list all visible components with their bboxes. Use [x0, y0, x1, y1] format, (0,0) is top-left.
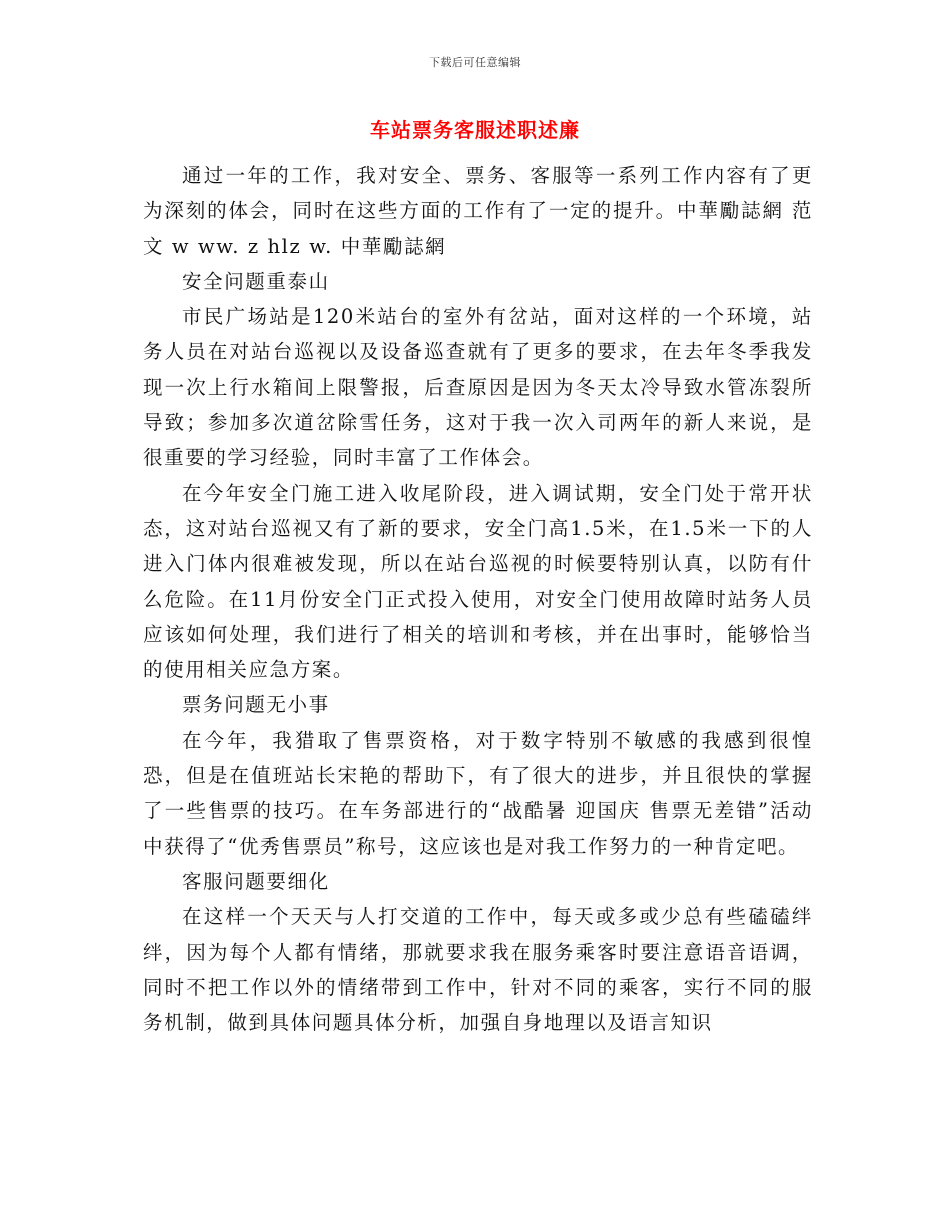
section-heading-ticketing: 票务问题无小事 [182, 693, 330, 717]
paragraph-ticketing: 在今年，我猎取了售票资格，对于数字特别不敏感的我感到很惶恐，但是在值班站长宋艳的帮助下，有了很大的进步，并且很快的掌握了一些售票的技巧。在车务部进行的“战酷暑 迎国庆 售票无差错”活动中获得了“优秀售票员”称号，这应该也是对我工作努力的一种肯定吧。 [143, 728, 813, 858]
page-header-note: 下载后可任意编辑 [429, 56, 521, 69]
document-title: 车站票务客服述职述廉 [370, 118, 580, 142]
section-heading-service: 客服问题要细化 [182, 869, 330, 893]
paragraph-safety-1: 市民广场站是120米站台的室外有岔站，面对这样的一个环境，站务人员在对站台巡视以及设备巡查就有了更多的要求，在去年冬季我发现一次上行水箱间上限警报，后查原因是因为冬天太冷导致水管冻裂所导致；参加多次道岔除雪任务，这对于我一次入司两年的新人来说，是很重要的学习经验，同时丰富了工作体会。 [143, 305, 813, 470]
document-body [143, 158, 813, 1040]
section-heading-safety: 安全问题重泰山 [182, 269, 330, 293]
paragraph-safety-2: 在今年安全门施工进入收尾阶段，进入调试期，安全门处于常开状态，这对站台巡视又有了新的要求，安全门高1.5米，在1.5米一下的人进入门体内很难被发现，所以在站台巡视的时候要特别认真，以防有什么危险。在11月份安全门正式投入使用，对安全门使用故障时站务人员应该如何处理，我们进行了相关的培训和考核，并在出事时，能够恰当的使用相关应急方案。 [143, 481, 813, 682]
paragraph-service: 在这样一个天天与人打交道的工作中，每天或多或少总有些磕磕绊绊，因为每个人都有情绪，那就要求我在服务乘客时要注意语音语调，同时不把工作以外的情绪带到工作中，针对不同的乘客，实行不同的服务机制，做到具体问题具体分析，加强自身地理以及语言知识 [143, 905, 813, 1035]
paragraph-intro: 通过一年的工作，我对安全、票务、客服等一系列工作内容有了更为深刻的体会，同时在这些方面的工作有了一定的提升。中華勵誌網 范文 w ww. z hlz w. 中華勵誌網 [143, 164, 813, 258]
